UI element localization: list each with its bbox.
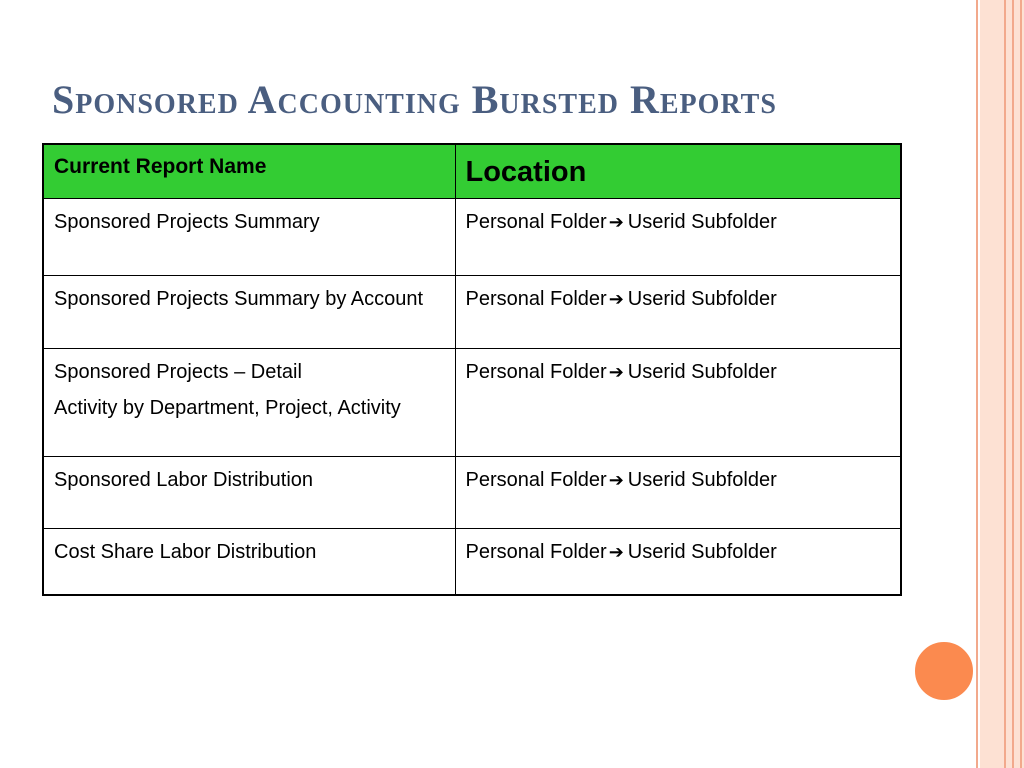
location-subfolder: Userid Subfolder (627, 361, 777, 383)
location-folder: Personal Folder (465, 541, 607, 563)
table-row (43, 457, 901, 529)
header-location: Location (455, 144, 901, 199)
table-header-row (43, 144, 901, 199)
report-name: Cost Share Labor Distribution (54, 541, 317, 563)
right-arrow-icon: ➔ (608, 212, 624, 232)
report-name: Sponsored Projects – Detail (54, 361, 302, 383)
location-folder: Personal Folder (465, 361, 607, 383)
decorative-right-border (976, 0, 1024, 768)
report-name: Sponsored Projects Summary (54, 211, 320, 233)
location-folder: Personal Folder (465, 288, 607, 310)
location-folder: Personal Folder (465, 469, 607, 491)
report-name-cell (43, 276, 455, 349)
report-name-cell (43, 457, 455, 529)
location-folder: Personal Folder (465, 211, 607, 233)
report-name: Sponsored Labor Distribution (54, 469, 314, 491)
border-stripe (980, 0, 1004, 768)
report-name-cell (43, 529, 455, 595)
right-arrow-icon: ➔ (608, 470, 624, 490)
table-row (43, 199, 901, 276)
table-row (43, 276, 901, 349)
report-name-cell (43, 349, 455, 457)
report-name-continued: Activity by Department, Project, Activity (54, 397, 401, 419)
table-row (43, 529, 901, 595)
location-subfolder: Userid Subfolder (627, 469, 777, 491)
report-name-cell (43, 199, 455, 276)
location-cell (455, 529, 901, 595)
right-arrow-icon: ➔ (608, 362, 624, 382)
report-name: Sponsored Projects Summary by Account (54, 288, 424, 310)
location-subfolder: Userid Subfolder (627, 541, 777, 563)
right-arrow-icon: ➔ (608, 542, 624, 562)
right-arrow-icon: ➔ (608, 289, 624, 309)
location-subfolder: Userid Subfolder (627, 211, 777, 233)
location-cell (455, 349, 901, 457)
location-subfolder: Userid Subfolder (627, 288, 777, 310)
location-cell (455, 457, 901, 529)
reports-table (42, 143, 902, 596)
decorative-orange-circle (913, 640, 975, 702)
table-row (43, 349, 901, 457)
location-cell (455, 276, 901, 349)
slide-title: Sponsored Accounting Bursted Reports (52, 77, 777, 122)
location-cell (455, 199, 901, 276)
header-current-report-name: Current Report Name (43, 144, 455, 199)
